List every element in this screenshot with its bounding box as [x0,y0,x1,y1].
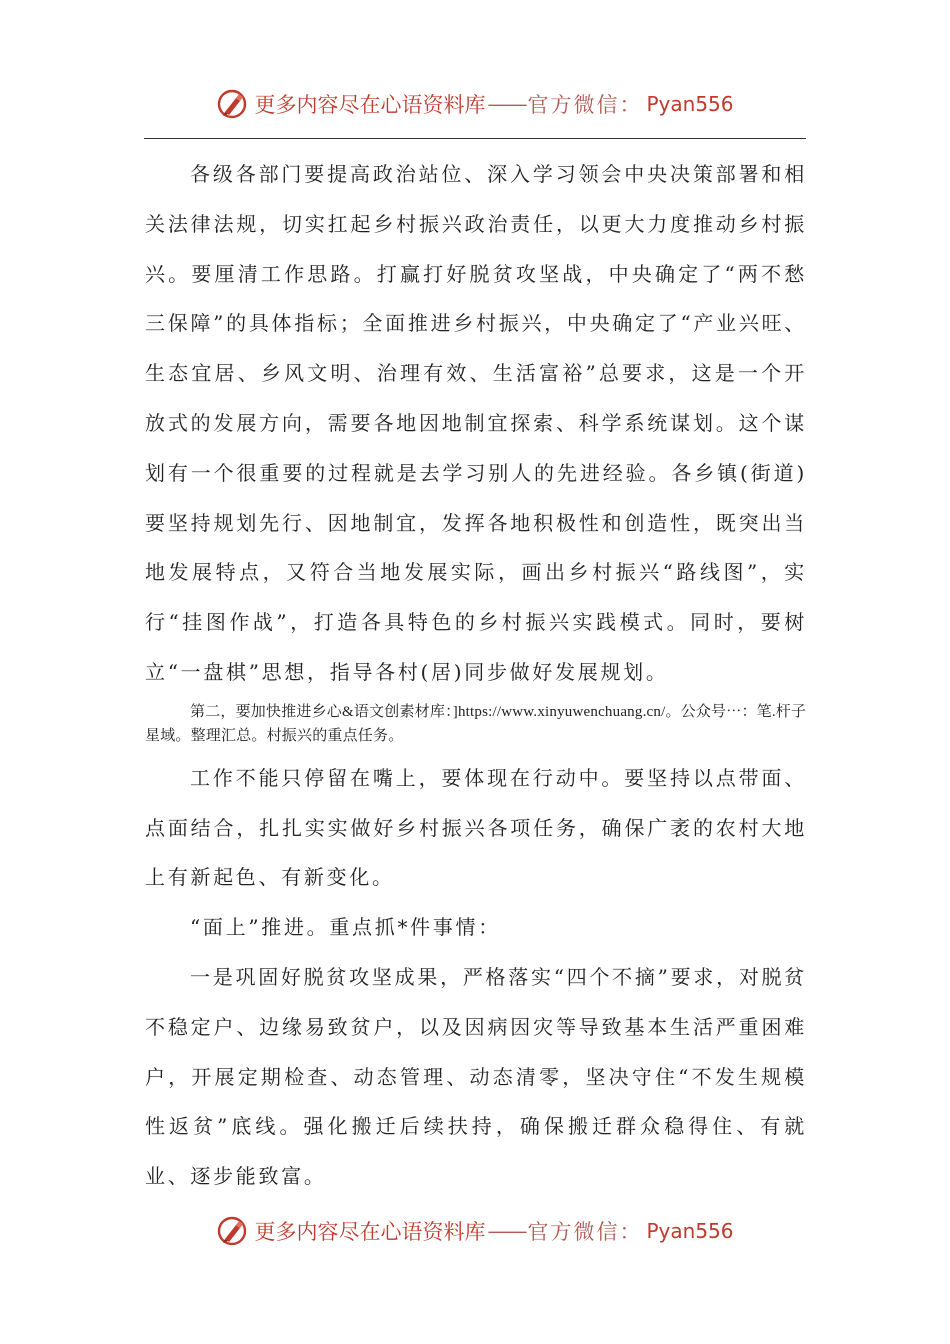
banner-wechat-label: 官方微信： [527,1220,643,1244]
banner-account: Pyan556 [646,1219,734,1243]
paragraph-planning: 各级各部门要提高政治站位、深入学习领会中央决策部署和相关法律法规，切实扛起乡村振兴政治责任，以更大力度推动乡村振兴。要厘清工作思路。打赢打好脱贫攻坚战，中央确定了“两不愁三保障”的具体指标；全面推进乡村振兴，中央确定了“产业兴旺、生态宜居、乡风文明、治理有效、生活富裕”总要求，这是一个开放式的发展方向，需要各地因地制宜探索、科学系统谋划。这个谋划有一个很重要的过程就是去学习别人的先进经验。各乡镇(街道)要坚持规划先行、因地制宜，发挥各地积极性和创造性，既突出当地发展特点，又符合当地发展实际，画出乡村振兴“路线图”，实行“挂图作战”，打造各具特色的乡村振兴实践模式。同时，要树立“一盘棋”思想，指导各村(居)同步做好发展规划。 [145,162,807,684]
banner-prefix: 更多内容尽在心语资料库 [254,1220,486,1244]
document-body [145,150,807,1202]
banner-wechat-label: 官方微信： [527,93,643,117]
paragraph-consolidate-results: 一是巩固好脱贫攻坚成果，严格落实“四个不摘”要求，对脱贫不稳定户、边缘易致贫户，以及因病因灾等导致基本生活严重困难户，开展定期检查、动态管理、动态清零，坚决守住“不发生规模性返贫”底线。强化搬迁后续扶持，确保搬迁群众稳得住、有就业、逐步能致富。 [145,964,807,1189]
header-watermark-banner [0,84,950,124]
header-divider [144,138,806,139]
pen-nib-logo-icon [216,1215,248,1247]
banner-dash: —— [487,92,526,116]
banner-account: Pyan556 [646,92,734,116]
paragraph-source-note: 第二，要加快推进乡心&语文创素材库：]https://www.xinyuwenchuang.cn/。公众号⋯：笔.杆子星域。整理汇总。村振兴的重点任务。 [145,703,807,744]
paragraph-surface-advance: “面上”推进。重点抓*件事情： [190,915,501,940]
pen-nib-logo-icon [216,88,248,120]
banner-dash: —— [487,1219,526,1243]
paragraph-action: 工作不能只停留在嘴上，要体现在行动中。要坚持以点带面、点面结合，扎扎实实做好乡村振兴各项任务，确保广袤的农村大地上有新起色、有新变化。 [145,765,807,890]
banner-prefix: 更多内容尽在心语资料库 [254,93,486,117]
footer-watermark-banner [0,1211,950,1251]
